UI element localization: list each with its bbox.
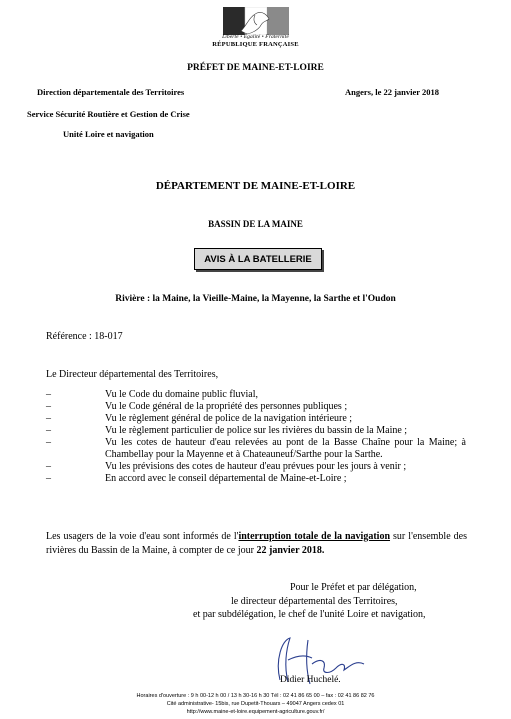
list-dash: –: [46, 437, 51, 448]
announcement-date: 22 janvier 2018.: [256, 545, 325, 556]
signature-line-2: le directeur départemental des Territoires,: [231, 596, 398, 607]
signatory-name: Didier Huchelé.: [280, 675, 341, 685]
footer: [0, 692, 511, 716]
republic-label: RÉPUBLIQUE FRANÇAISE: [212, 41, 299, 48]
announcement-text-end: sur l'ensemble des rivières du Bassin de la Maine, à compter de ce jour: [46, 531, 467, 556]
list-item-text: Vu le Code général de la propriété des personnes publiques ;: [105, 401, 348, 412]
list-dash: –: [46, 401, 51, 412]
footer-address: Cité administrative- 15bis, rue Dupetit-Thouars – 49047 Angers cedex 01: [166, 701, 345, 707]
list-dash: –: [46, 473, 51, 484]
sender-unit: Unité Loire et navigation: [63, 129, 154, 139]
signature-line-1: Pour le Préfet et par délégation,: [290, 582, 417, 593]
sender-service: Service Sécurité Routière et Gestion de Crise: [27, 109, 190, 119]
list-item: [46, 389, 466, 401]
considerations-list: [46, 389, 466, 485]
letter-date: Angers, le 22 janvier 2018: [345, 87, 440, 97]
list-item-text: Vu les prévisions des cotes de hauteur d'eau prévues pour les jours à venir ;: [105, 461, 407, 472]
sender-direction: Direction départementale des Territoires: [37, 87, 185, 97]
list-item: [46, 437, 466, 461]
rivers-subtitle: Rivière : la Maine, la Vieille-Maine, la Mayenne, la Sarthe et l'Oudon: [115, 294, 396, 304]
list-item: [46, 461, 466, 473]
prefet-title: PRÉFET DE MAINE-ET-LOIRE: [187, 63, 324, 73]
list-item: [46, 425, 466, 437]
reference-number: Référence : 18-017: [46, 331, 123, 342]
list-item-text: Vu le Code du domaine public fluvial,: [105, 389, 258, 400]
notice-title: AVIS À LA BATELLERIE: [204, 253, 312, 265]
list-item-text: Vu le règlement général de police de la navigation intérieure ;: [105, 413, 353, 424]
marianne-logo-icon: [223, 7, 289, 35]
list-item-text: En accord avec le conseil départemental de Maine-et-Loire ;: [105, 473, 347, 484]
list-item: [46, 473, 466, 485]
list-item: [46, 413, 466, 425]
notice-box: [194, 248, 322, 270]
republic-motto: Liberté • Égalité • Fraternité: [222, 34, 289, 40]
department-title: DÉPARTEMENT DE MAINE-ET-LOIRE: [155, 180, 356, 192]
list-dash: –: [46, 461, 51, 472]
announcement-text-start: Les usagers de la voie d'eau sont informés de l': [46, 531, 239, 542]
list-item-text: Vu les cotes de hauteur d'eau relevées au pont de la Basse Chaîne pour la Maine; à Chambellay pour la Mayenne et à Chateauneuf/Sarthe pour la Sarthe.: [105, 437, 466, 460]
list-item-text: Vu le règlement particulier de police sur les rivières du bassin de la Maine ;: [105, 425, 408, 436]
list-dash: –: [46, 425, 51, 436]
announcement-emphasis: interruption totale de la navigation: [238, 531, 391, 542]
basin-title: BASSIN DE LA MAINE: [208, 219, 303, 229]
footer-url: http://www.maine-et-loire.equipement-agriculture.gouv.fr/: [186, 709, 325, 715]
list-item: [46, 401, 466, 413]
footer-hours: Horaires d'ouverture : 9 h 00-12 h 00 / 13 h 30-16 h 30 Tél : 02 41 86 65 00 – fax : 02 41 86 82 76: [136, 693, 375, 699]
list-dash: –: [46, 413, 51, 424]
list-dash: –: [46, 389, 51, 400]
signature-line-3: et par subdélégation, le chef de l'unité Loire et navigation,: [193, 609, 426, 620]
intro-line: Le Directeur départemental des Territoires,: [46, 369, 219, 380]
announcement-paragraph: [46, 530, 467, 558]
